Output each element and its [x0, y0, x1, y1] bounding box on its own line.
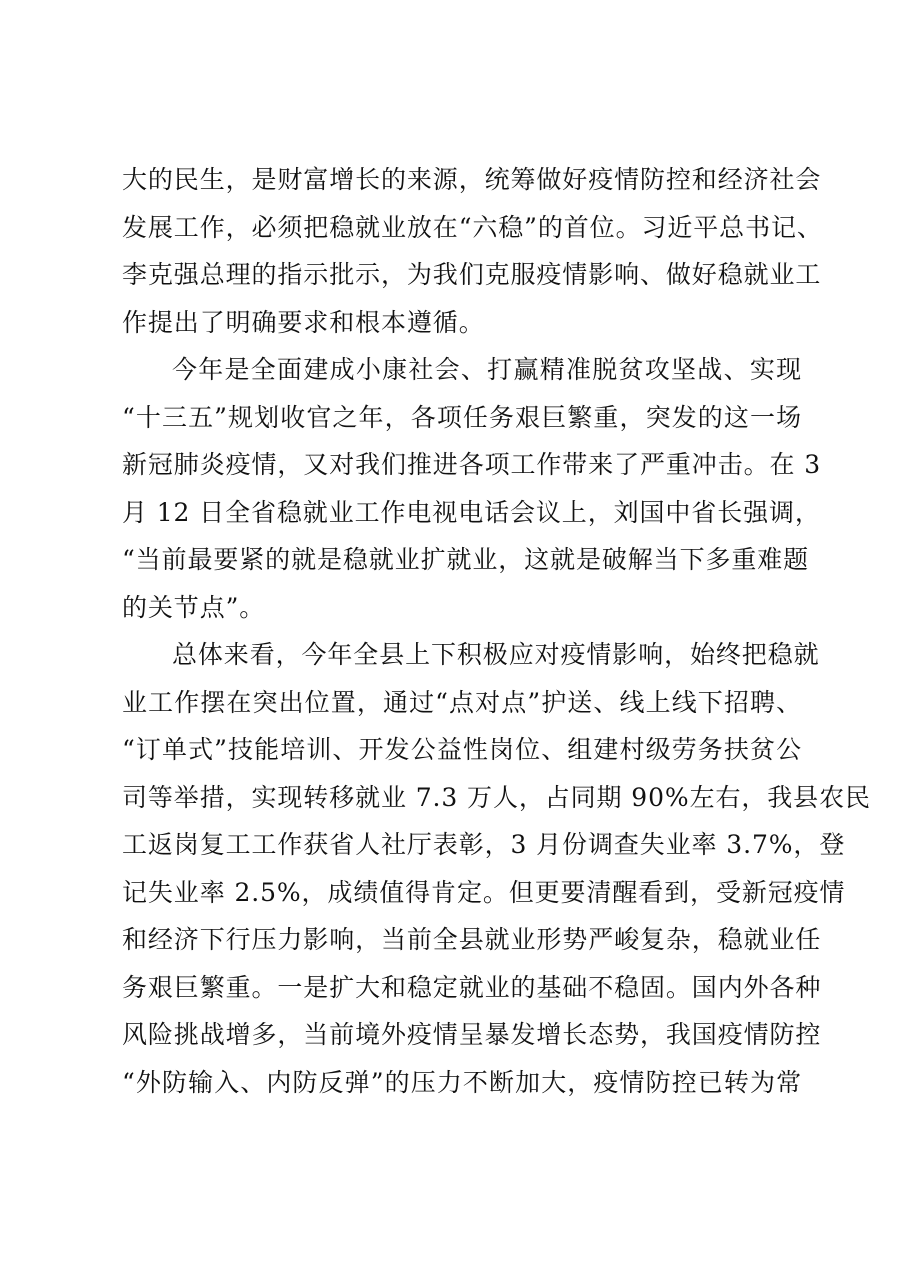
paragraph-3-line-5: 工返岗复工工作获省人社厅表彰，3 月份调查失业率 3.7%，登 [122, 830, 846, 859]
paragraph-2-line-3: 新冠肺炎疫情，又对我们推进各项工作带来了严重冲击。在 3 [122, 450, 822, 479]
paragraph-1-line-1: 大的民生，是财富增长的来源，统筹做好疫情防控和经济社会 [122, 165, 822, 194]
paragraph-3-line-6: 记失业率 2.5%，成绩值得肯定。但更要清醒看到，受新冠疫情 [122, 877, 846, 907]
paragraph-1-line-4: 作提出了明确要求和根本遵循。 [122, 307, 485, 337]
paragraph-2-line-5: “当前最要紧的就是稳就业扩就业，这就是破解当下多重难题 [122, 545, 810, 574]
paragraph-2-line-2: “十三五”规划收官之年，各项任务艰巨繁重，突发的这一场 [122, 402, 802, 432]
paragraph-3-line-3: “订单式”技能培训、开发公益性岗位、组建村级劳务扶贫公 [122, 735, 802, 764]
paragraph-3-line-2: 业工作摆在突出位置，通过“点对点”护送、线上线下招聘、 [122, 687, 802, 717]
paragraph-3-line-4: 司等举措，实现转移就业 7.3 万人，占同期 90%左右，我县农民 [122, 782, 871, 812]
document-body [122, 156, 871, 1106]
paragraph-1-line-2: 发展工作，必须把稳就业放在“六稳”的首位。习近平总书记、 [122, 212, 823, 242]
paragraph-3-line-8: 务艰巨繁重。一是扩大和稳定就业的基础不稳固。国内外各种 [122, 972, 822, 1002]
paragraph-3-line-1: 总体来看，今年全县上下积极应对疫情影响，始终把稳就 [172, 640, 820, 669]
paragraph-3-line-10: “外防输入、内防反弹”的压力不断加大，疫情防控已转为常 [122, 1067, 802, 1097]
paragraph-3-line-9: 风险挑战增多，当前境外疫情呈暴发增长态势，我国疫情防控 [122, 1020, 822, 1049]
paragraph-2-line-6: 的关节点”。 [122, 592, 266, 622]
paragraph-2-line-4: 月 12 日全省稳就业工作电视电话会议上，刘国中省长强调， [122, 497, 821, 527]
paragraph-2-line-1: 今年是全面建成小康社会、打赢精准脱贫攻坚战、实现 [172, 355, 802, 384]
paragraph-1-line-3: 李克强总理的指示批示，为我们克服疫情影响、做好稳就业工 [122, 260, 822, 289]
paragraph-3-line-7: 和经济下行压力影响，当前全县就业形势严峻复杂，稳就业任 [122, 925, 822, 954]
